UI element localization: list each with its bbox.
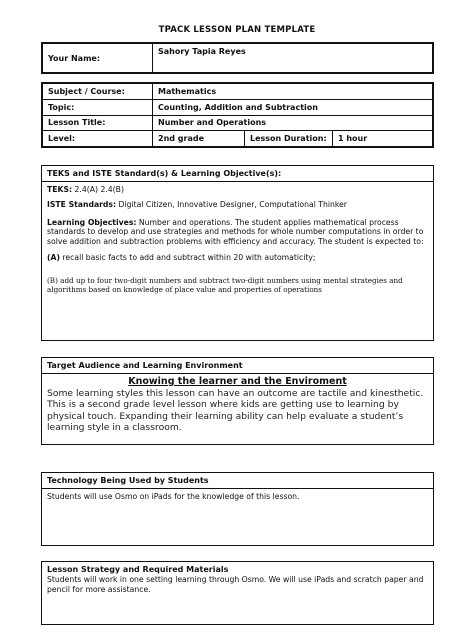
page-title: TPACK LESSON PLAN TEMPLATE (158, 25, 316, 35)
technology-body: Students will use Osmo on iPads for the knowledge of this lesson. (47, 492, 300, 501)
objectives-label: Learning Objectives: (47, 217, 137, 227)
audience-body: Some learning styles this lesson can have an outcome are tactile and kinesthetic. This is a second grade level lesson where kids are getting use to learning by physical touch. Expanding their learning ability can help evaluate a student’s learning style in a classroom. (47, 387, 424, 434)
topic-label: Topic: (43, 99, 153, 115)
audience-header: Target Audience and Learning Environment (42, 358, 433, 374)
level-row (43, 131, 433, 147)
teks-label: TEKS: (47, 185, 73, 194)
strategy-body: Students will work in one setting learning through Osmo. We will use iPads and scratch paper and pencil for more assistance. (47, 575, 424, 594)
strategy-header: Lesson Strategy and Required Materials (47, 565, 229, 574)
lesson-title-row (43, 115, 433, 131)
iste-value: Digital Citizen, Innovative Designer, Computational Thinker (116, 199, 347, 209)
teks-value: 2.4(A) 2.4(B) (72, 185, 124, 194)
item-a-value: recall basic facts to add and subtract within 20 with automaticity; (59, 252, 316, 262)
duration-value: 1 hour (333, 131, 433, 147)
duration-label: Lesson Duration: (245, 131, 333, 147)
strategy-section (41, 561, 434, 625)
standards-header: TEKS and ISTE Standard(s) & Learning Objective(s): (42, 166, 433, 182)
technology-body-wrap (42, 489, 433, 505)
name-table (42, 43, 433, 73)
course-table (42, 83, 433, 147)
subject-value: Mathematics (153, 84, 433, 100)
standards-body (42, 182, 433, 298)
standards-section (41, 165, 434, 341)
objectives-value: Number and operations. The student applies mathematical process standards to develop and use strategies and methods for whole number computations in order to solve addition and subtraction problems with efficiency and accuracy. The student is expected to: (47, 217, 424, 247)
audience-section (41, 357, 434, 445)
item-a-label: (A) (47, 252, 60, 262)
audience-body-wrap (42, 374, 433, 436)
course-table-section (41, 82, 434, 148)
topic-value: Counting, Addition and Subtraction (153, 99, 433, 115)
audience-subtitle: Knowing the learner and the Enviroment (128, 376, 347, 387)
name-value: Sahory Tapia Reyes (153, 44, 433, 73)
topic-row (43, 99, 433, 115)
technology-section (41, 472, 434, 546)
lesson-title-label: Lesson Title: (43, 115, 153, 131)
name-section (41, 42, 434, 74)
item-b: (B) add up to four two-digit numbers and subtract two-digit numbers using mental strategies and algorithms based on knowledge of place value and properties of operations (47, 275, 403, 295)
iste-label: ISTE Standards: (47, 199, 117, 209)
subject-label: Subject / Course: (43, 84, 153, 100)
lesson-title-value: Number and Operations (153, 115, 433, 131)
technology-header: Technology Being Used by Students (42, 473, 433, 489)
level-label: Level: (43, 131, 153, 147)
level-value: 2nd grade (153, 131, 245, 147)
subject-row (43, 84, 433, 100)
strategy-body-wrap (42, 574, 433, 598)
name-label: Your Name: (43, 44, 153, 73)
